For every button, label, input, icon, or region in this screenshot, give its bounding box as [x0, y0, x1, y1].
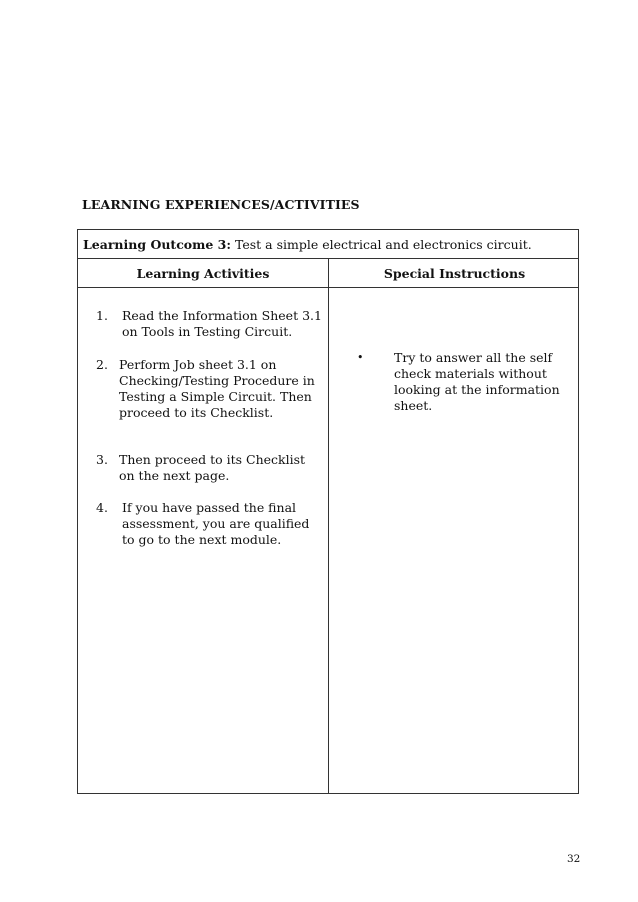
activity-number: 1.	[96, 308, 108, 323]
instruction-text: Try to answer all the self check materials without looking at the information sheet.	[394, 350, 560, 413]
activity-text: Perform Job sheet 3.1 on Checking/Testing Procedure in Testing a Simple Circuit. Then proceed to its Checklist.	[119, 357, 315, 420]
learning-outcome-row	[78, 230, 578, 259]
activity-number: 4.	[96, 500, 108, 515]
activity-text: If you have passed the final assessment, you are qualified to go to the next module.	[122, 500, 310, 547]
section-heading: LEARNING EXPERIENCES/ACTIVITIES	[82, 197, 360, 212]
activity-number: 2.	[96, 357, 108, 372]
special-instructions-header: Special Instructions	[383, 266, 526, 281]
column-divider	[328, 259, 329, 793]
page-number: 32	[567, 853, 581, 865]
learning-outcome-text: Test a simple electrical and electronics circuit.	[234, 237, 532, 252]
activity-number: 3.	[96, 452, 108, 467]
bullet-icon: •	[357, 351, 364, 364]
activity-text: Then proceed to its Checklist on the next page.	[119, 452, 306, 483]
activity-text: Read the Information Sheet 3.1 on Tools in Testing Circuit.	[122, 308, 322, 339]
learning-activities-header: Learning Activities	[136, 266, 270, 281]
activities-table	[77, 229, 579, 794]
learning-outcome-label: Learning Outcome 3:	[83, 237, 231, 252]
